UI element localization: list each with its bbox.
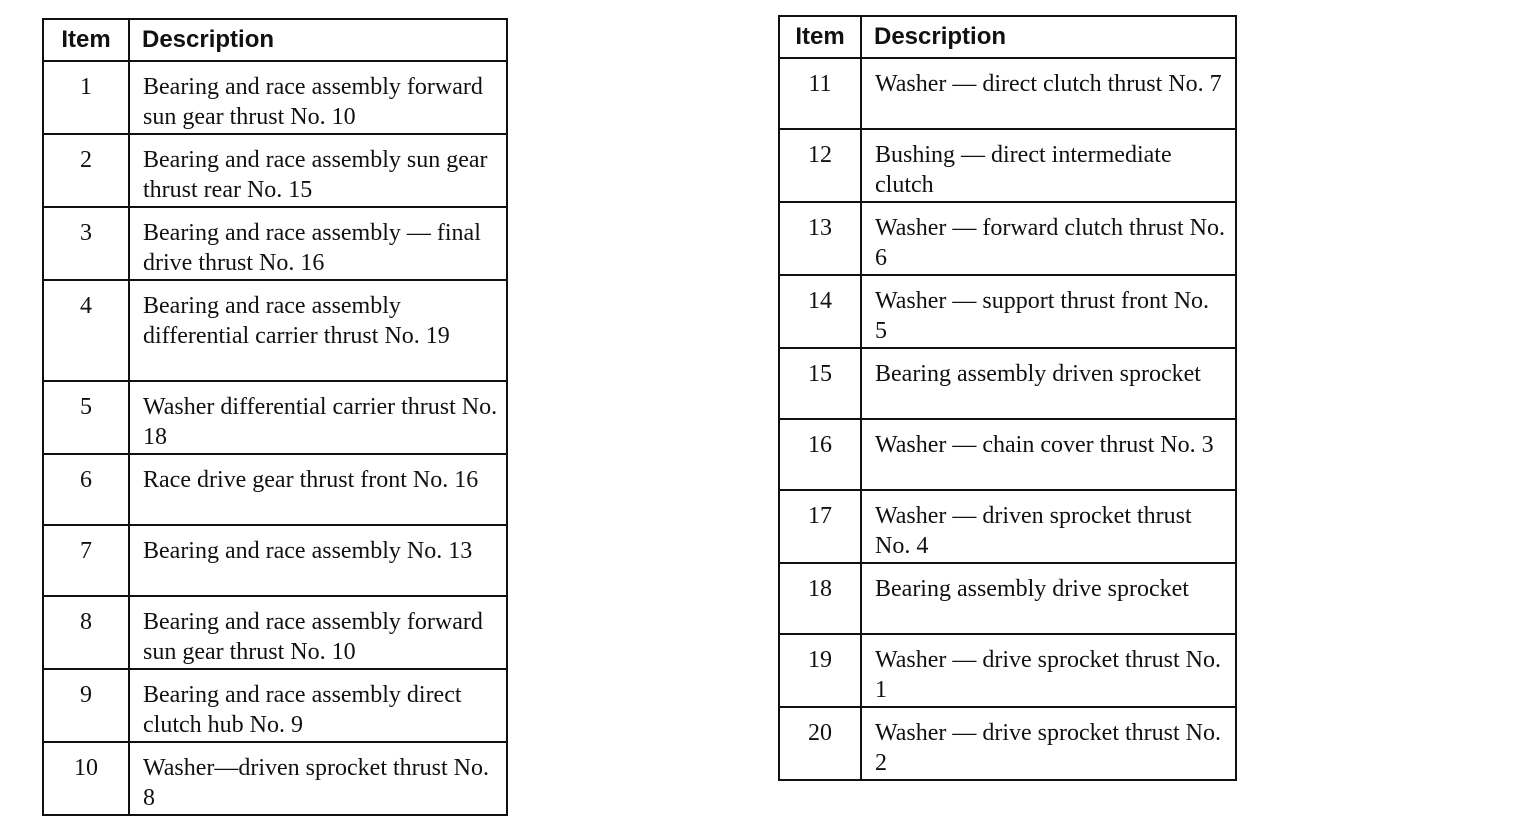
item-number: 14: [779, 275, 861, 348]
item-number: 1: [43, 61, 129, 134]
table-row: [779, 419, 1236, 490]
table-row: [43, 742, 507, 815]
item-number: 9: [43, 669, 129, 742]
item-description: Washer — forward clutch thrust No. 6: [861, 202, 1236, 275]
item-number: 7: [43, 525, 129, 596]
item-number: 2: [43, 134, 129, 207]
table-row: [779, 58, 1236, 129]
item-description: Bearing and race assembly No. 13: [129, 525, 507, 596]
table-row: [43, 596, 507, 669]
item-number: 6: [43, 454, 129, 525]
table-row: [779, 634, 1236, 707]
item-number: 3: [43, 207, 129, 280]
item-number: 13: [779, 202, 861, 275]
table-row: [43, 134, 507, 207]
item-description: Bearing and race assembly — final drive thrust No. 16: [129, 207, 507, 280]
table-row: [779, 707, 1236, 780]
table-row: [43, 61, 507, 134]
item-description: Bearing and race assembly sun gear thrust rear No. 15: [129, 134, 507, 207]
parts-table-left: [42, 18, 508, 816]
item-description: Washer — drive sprocket thrust No. 1: [861, 634, 1236, 707]
table-row: [43, 207, 507, 280]
item-description: Washer — direct clutch thrust No. 7: [861, 58, 1236, 129]
item-number: 18: [779, 563, 861, 634]
item-description: Bearing assembly drive sprocket: [861, 563, 1236, 634]
item-description: Bearing assembly driven sprocket: [861, 348, 1236, 419]
description-column-header: Description: [861, 16, 1236, 58]
item-description: Race drive gear thrust front No. 16: [129, 454, 507, 525]
item-number: 15: [779, 348, 861, 419]
table-row: [779, 275, 1236, 348]
item-description: Bushing — direct intermediate clutch: [861, 129, 1236, 202]
item-number: 19: [779, 634, 861, 707]
item-description: Washer — support thrust front No. 5: [861, 275, 1236, 348]
item-number: 16: [779, 419, 861, 490]
item-number: 8: [43, 596, 129, 669]
item-column-header: Item: [43, 19, 129, 61]
item-description: Washer — chain cover thrust No. 3: [861, 419, 1236, 490]
item-description: Bearing and race assembly differential carrier thrust No. 19: [129, 280, 507, 381]
header-row: [779, 16, 1236, 58]
item-column-header: Item: [779, 16, 861, 58]
description-column-header: Description: [129, 19, 507, 61]
table-row: [43, 381, 507, 454]
table-row: [779, 490, 1236, 563]
table-row: [779, 563, 1236, 634]
item-number: 12: [779, 129, 861, 202]
item-description: Bearing and race assembly forward sun gear thrust No. 10: [129, 596, 507, 669]
item-description: Washer differential carrier thrust No. 18: [129, 381, 507, 454]
item-number: 5: [43, 381, 129, 454]
table-row: [779, 348, 1236, 419]
table-row: [43, 280, 507, 381]
item-description: Washer — driven sprocket thrust No. 4: [861, 490, 1236, 563]
table-row: [43, 525, 507, 596]
parts-table-right: [778, 15, 1237, 781]
item-number: 11: [779, 58, 861, 129]
table-row: [43, 454, 507, 525]
header-row: [43, 19, 507, 61]
table-row: [779, 202, 1236, 275]
item-number: 20: [779, 707, 861, 780]
table-row: [43, 669, 507, 742]
item-number: 4: [43, 280, 129, 381]
item-description: Washer — drive sprocket thrust No. 2: [861, 707, 1236, 780]
item-number: 10: [43, 742, 129, 815]
item-number: 17: [779, 490, 861, 563]
table-row: [779, 129, 1236, 202]
item-description: Bearing and race assembly direct clutch hub No. 9: [129, 669, 507, 742]
item-description: Washer—driven sprocket thrust No. 8: [129, 742, 507, 815]
item-description: Bearing and race assembly forward sun gear thrust No. 10: [129, 61, 507, 134]
